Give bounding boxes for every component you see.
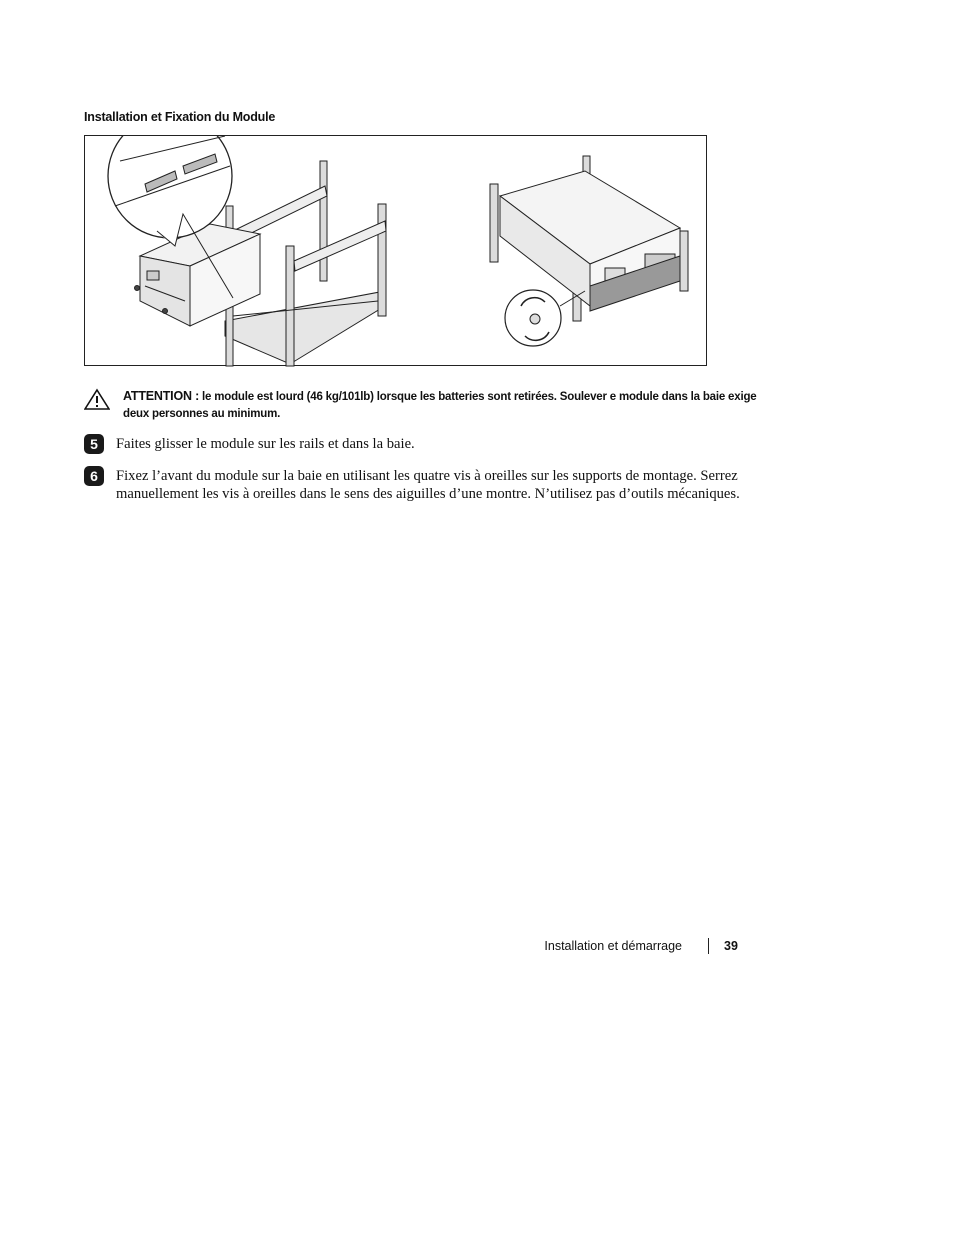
step-text: Faites glisser le module sur les rails et dans la baie. [116,436,415,452]
step-number-badge: 5 [84,434,104,454]
footer-section-title: Installation et démarrage [544,939,682,953]
installed-module-rack [490,156,688,346]
warning-triangle-icon [84,388,110,410]
installation-figure [84,135,707,366]
footer-separator [708,938,709,954]
attention-label: ATTENTION : [123,389,200,403]
page-number: 39 [724,939,738,953]
section-title: Installation et Fixation du Module [84,110,276,124]
rack-installation-illustration [85,136,708,367]
step-number-badge: 6 [84,466,104,486]
attention-message: le module est lourd (46 kg/101lb) lorsque les batteries sont retirées. Soulever e module dans la baie exige deux personnes au minimum. [123,391,757,420]
step-text: Fixez l’avant du module sur la baie en utilisant les quatre vis à oreilles sur les supports de montage. Serrez manuellement les vis à oreilles dans le sens des aiguilles d’une montre. N’utilisez pas d’outils mécaniques. [116,468,740,502]
attention-text [123,388,763,423]
ups-module [135,224,261,326]
